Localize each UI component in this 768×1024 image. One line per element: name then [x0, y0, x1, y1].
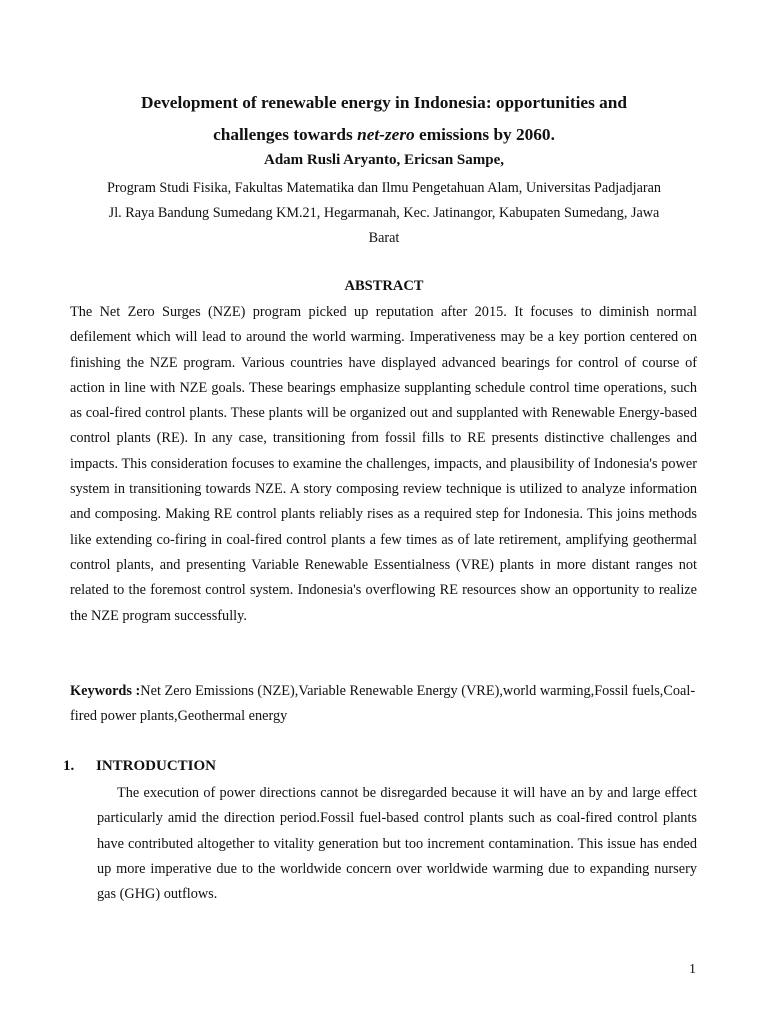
title-line-2: [60, 119, 708, 151]
keywords-list: Net Zero Emissions (NZE),Variable Renewable Energy (VRE),world warming,Fossil fuels,Coal-fired power plants,Geothermal energy: [70, 683, 696, 724]
abstract-heading: ABSTRACT: [344, 278, 424, 294]
affiliation-line-1: Program Studi Fisika, Fakultas Matematika dan Ilmu Pengetahuan Alam, Universitas Padjadjaran: [107, 180, 661, 196]
title-line-1: Development of renewable energy in Indonesia: opportunities and: [141, 93, 627, 112]
author-list: Adam Rusli Aryanto, Ericsan Sampe,: [263, 152, 505, 168]
introduction-body: The execution of power directions cannot be disregarded because it will have an by and large effect particularly amid the direction period.Fossil fuel-based control plants such as coal-fired control plants have contributed altogether to vitality generation but too increment contamination. This issue has ended up more imperative due to the worldwide concern over worldwide warming due to expanding nursery gas (GHG) outflows.: [97, 785, 697, 903]
section-title: INTRODUCTION: [96, 758, 217, 774]
keywords-paragraph: [70, 679, 697, 729]
affiliation-line-2: Jl. Raya Bandung Sumedang KM.21, Hegarmanah, Kec. Jatinangor, Kabupaten Sumedang, Jawa: [108, 205, 660, 221]
section-heading-introduction: [63, 756, 216, 776]
page-number: 1: [689, 962, 696, 977]
paper-title: [60, 87, 708, 151]
title-italic-term: net-zero: [357, 125, 415, 144]
affiliation-line-3: Barat: [368, 230, 400, 246]
abstract-body: The Net Zero Surges (NZE) program picked up reputation after 2015. It focuses to diminish normal defilement which will lead to around the world warming. Imperativeness may be a key portion centered on finishing the NZE program. Various countries have displayed advanced bearings for control of course of action in line with NZE goals. These bearings emphasize supplanting schedule control time operations, such as coal-fired control plants. These plants will be organized out and supplanted with Renewable Energy-based control plants (RE). In any case, transitioning from fossil fills to RE presents distinctive challenges and impacts. This consideration focuses to examine the challenges, impacts, and plausibility of Indonesia's power system in transitioning towards NZE. A story composing review technique is utilized to analyze information and composing. Making RE control plants reliably rises as a required step for Indonesia. This joins methods like extending co-firing in coal-fired control plants a few times as of late retirement, amplifying geothermal control plants, and presenting Variable Renewable Essentialness (VRE) plants in more distant ranges not related to the foremost control system. Indonesia's overflowing RE resources show an opportunity to realize the NZE program successfully.: [70, 304, 697, 624]
title-line-2-start: challenges towards: [213, 125, 358, 144]
keywords-label: Keywords :: [70, 683, 141, 699]
title-line-2-end: emissions by 2060.: [414, 125, 555, 144]
affiliation: [60, 176, 708, 251]
section-number: 1.: [63, 758, 75, 774]
